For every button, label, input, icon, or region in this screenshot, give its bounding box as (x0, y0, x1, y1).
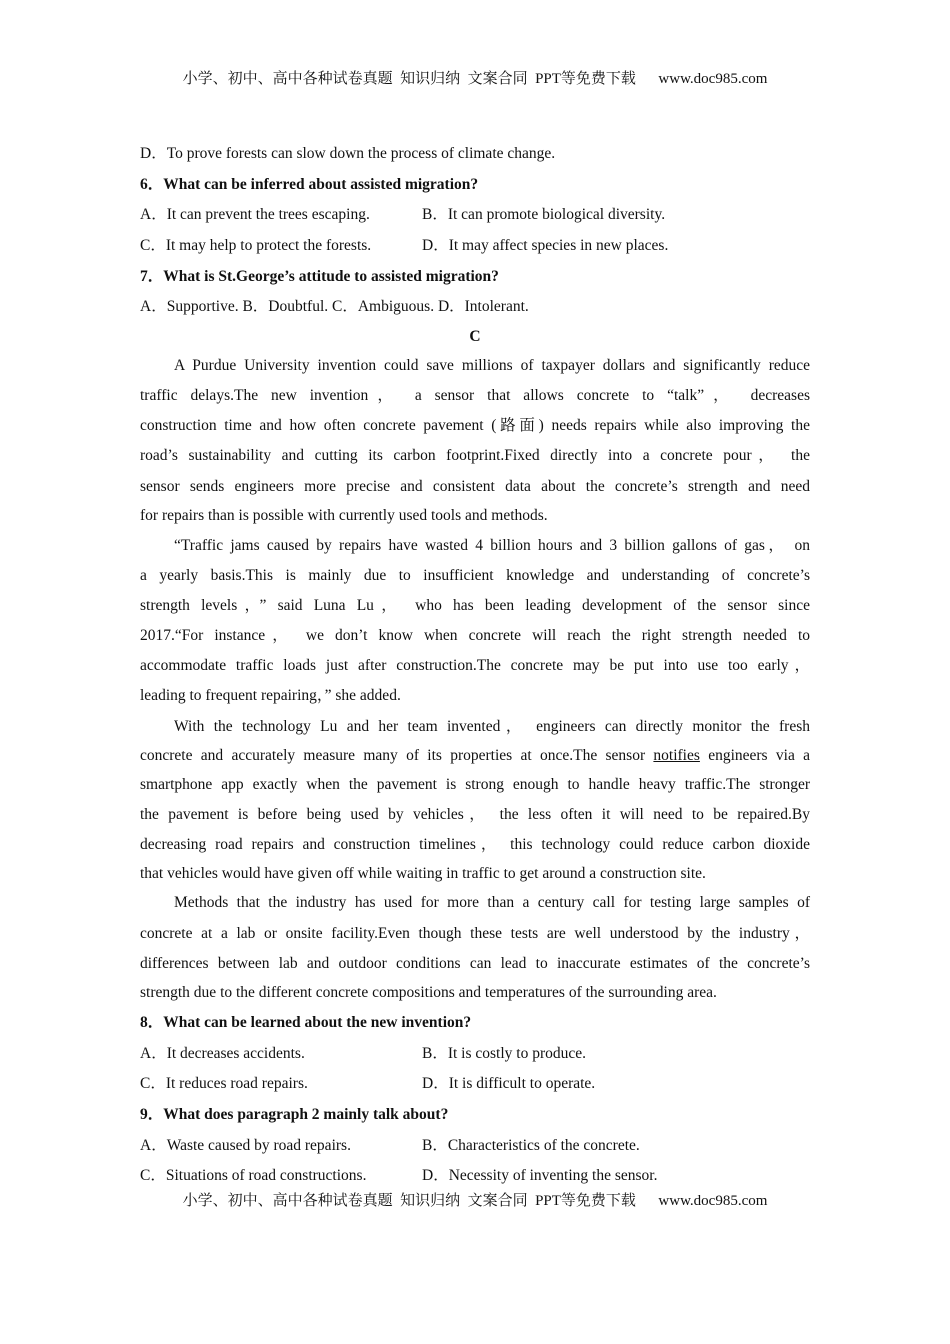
passage-p2-line: accommodate traffic loads just after construction.The concrete may be put into use too early， (140, 657, 810, 674)
passage-p1-line: sensor sends engineers more precise and consistent data about the concrete’s strength and need (140, 478, 810, 495)
q9-stem: 9．What does paragraph 2 mainly talk about? (140, 1106, 449, 1123)
passage-p3-line (140, 746, 810, 766)
passage-p3-text: concrete and accurately measure many of its properties at once.The sensor (140, 747, 646, 764)
passage-p2-line: leading to frequent repairing，” she added. (140, 687, 401, 704)
passage-p4-line: differences between lab and outdoor conditions can lead to inaccurate estimates of the concrete’s (140, 955, 810, 972)
passage-p1-line: road’s sustainability and cutting its carbon footprint.Fixed directly into a concrete pour， the (140, 447, 810, 464)
q6-stem: 6．What can be inferred about assisted migration? (140, 176, 479, 193)
q7-options: A．Supportive. B．Doubtful. C．Ambiguous. D．Intolerant. (140, 298, 529, 315)
passage-p3-line: smartphone app exactly when the pavement is strong enough to handle heavy traffic.The stronger (140, 776, 810, 793)
q8-option-d: D．It is difficult to operate. (422, 1075, 596, 1092)
passage-p3-line: the pavement is before being used by vehicles， the less often it will need to be repaired.By (140, 806, 810, 823)
q7-stem: 7．What is St.George’s attitude to assisted migration? (140, 268, 499, 285)
passage-p2-line: “Traffic jams caused by repairs have wasted 4 billion hours and 3 billion gallons of gas， on (174, 537, 810, 554)
q8-option-b: B．It is costly to produce. (422, 1045, 587, 1062)
passage-p1-line: construction time and how often concrete pavement (路面) needs repairs while also improving the (140, 417, 810, 434)
q6-option-d: D．It may affect species in new places. (422, 237, 669, 254)
passage-p4-line: concrete at a lab or onsite facility.Even though these tests are well understood by the industry， (140, 925, 810, 942)
passage-p3-line: that vehicles would have given off while waiting in traffic to get around a construction site. (140, 865, 706, 882)
passage-p2-line: a yearly basis.This is mainly due to insufficient knowledge and understanding of concrete’s (140, 567, 810, 584)
page-footer: 小学、初中、高中各种试卷真题 知识归纳 文案合同 PPT等免费下载 www.doc985.com (182, 1193, 768, 1209)
section-label: C (469, 328, 481, 345)
passage-p3-text: engineers via a (708, 747, 810, 764)
q9-option-b: B．Characteristics of the concrete. (422, 1137, 640, 1154)
q9-option-a: A．Waste caused by road repairs. (140, 1137, 351, 1154)
q6-option-a: A．It can prevent the trees escaping. (140, 206, 370, 223)
q9-option-d: D．Necessity of inventing the sensor. (422, 1167, 658, 1184)
underlined-word-notifies: notifies (653, 747, 700, 764)
passage-p2-line: 2017.“For instance， we don’t know when concrete will reach the right strength needed to (140, 627, 810, 644)
passage-p4-line: strength due to the different concrete compositions and temperatures of the surrounding area. (140, 984, 717, 1001)
passage-p3-line: decreasing road repairs and construction timelines， this technology could reduce carbon dioxide (140, 836, 810, 853)
q5-option-d: D．To prove forests can slow down the process of climate change. (140, 145, 556, 162)
q6-option-b: B．It can promote biological diversity. (422, 206, 666, 223)
passage-p1-line: traffic delays.The new invention， a sensor that allows concrete to “talk”， decreases (140, 387, 810, 404)
passage-p2-line: strength levels，” said Luna Lu， who has been leading development of the sensor since (140, 597, 810, 614)
q8-option-c: C．It reduces road repairs. (140, 1075, 308, 1092)
passage-p3-line: With the technology Lu and her team invented， engineers can directly monitor the fresh (174, 718, 810, 735)
q8-stem: 8．What can be learned about the new invention? (140, 1014, 472, 1031)
q9-option-c: C．Situations of road constructions. (140, 1167, 367, 1184)
passage-p1-line: A Purdue University invention could save millions of taxpayer dollars and significantly reduce (174, 357, 810, 374)
passage-p4-line: Methods that the industry has used for more than a century call for testing large samples of (174, 894, 810, 911)
q6-option-c: C．It may help to protect the forests. (140, 237, 372, 254)
passage-p1-line: for repairs than is possible with currently used tools and methods. (140, 507, 548, 524)
page-header: 小学、初中、高中各种试卷真题 知识归纳 文案合同 PPT等免费下载 www.doc985.com (182, 71, 768, 87)
q8-option-a: A．It decreases accidents. (140, 1045, 305, 1062)
